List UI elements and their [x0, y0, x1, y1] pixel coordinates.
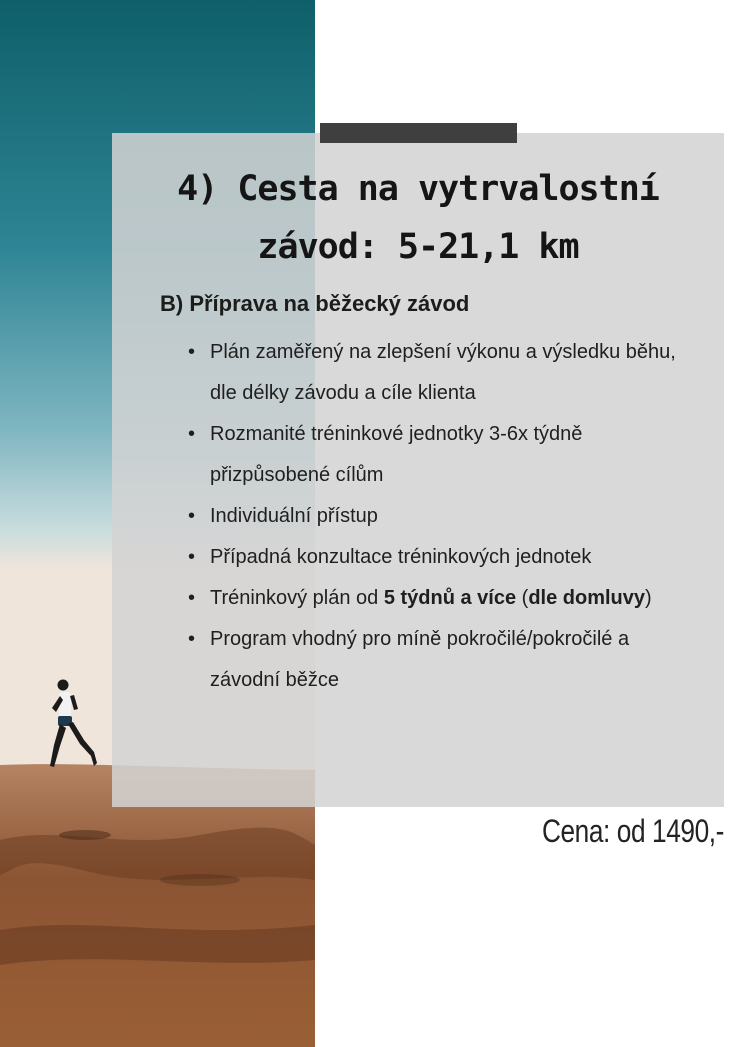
plan-agreement-text: dle domluvy — [528, 587, 646, 609]
price-label: Cena: od 1490,- — [541, 813, 724, 849]
list-item — [180, 496, 690, 537]
list-item — [180, 619, 690, 701]
list-item-text: Případná konzultace tréninkových jednotek — [210, 546, 592, 568]
list-item — [180, 414, 690, 496]
section-subtitle: B) Příprava na běžecký závod — [160, 291, 470, 316]
list-item-text: Program vhodný pro míně pokročilé/pokročilé a závodní běžce — [210, 628, 630, 691]
list-item — [180, 537, 690, 578]
bullet-icon: • — [188, 505, 196, 527]
accent-bar — [320, 123, 517, 143]
plan-duration-text: 5 týdnů a více — [383, 587, 517, 609]
bullet-icon: • — [188, 341, 196, 363]
plan-middle-text: ( — [516, 587, 529, 609]
list-item — [180, 332, 690, 414]
list-item — [180, 578, 690, 619]
list-item-text — [210, 587, 652, 609]
list-item-text: Rozmanité tréninkové jednotky 3-6x týdně přizpůsobené cílům — [210, 423, 583, 486]
page-title: 4) Cesta na vytrvalostní závod: 5-21,1 km — [177, 169, 659, 267]
bullet-icon: • — [188, 587, 196, 609]
feature-list — [180, 332, 690, 701]
plan-suffix-text: ) — [645, 587, 652, 609]
list-item-text: Individuální přístup — [210, 505, 378, 527]
bullet-icon: • — [188, 546, 196, 568]
bullet-icon: • — [188, 423, 196, 445]
bullet-icon: • — [188, 628, 196, 650]
plan-prefix-text: Tréninkový plán od — [210, 587, 384, 609]
list-item-text: Plán zaměřený na zlepšení výkonu a výsledku běhu, dle délky závodu a cíle klienta — [210, 341, 676, 404]
